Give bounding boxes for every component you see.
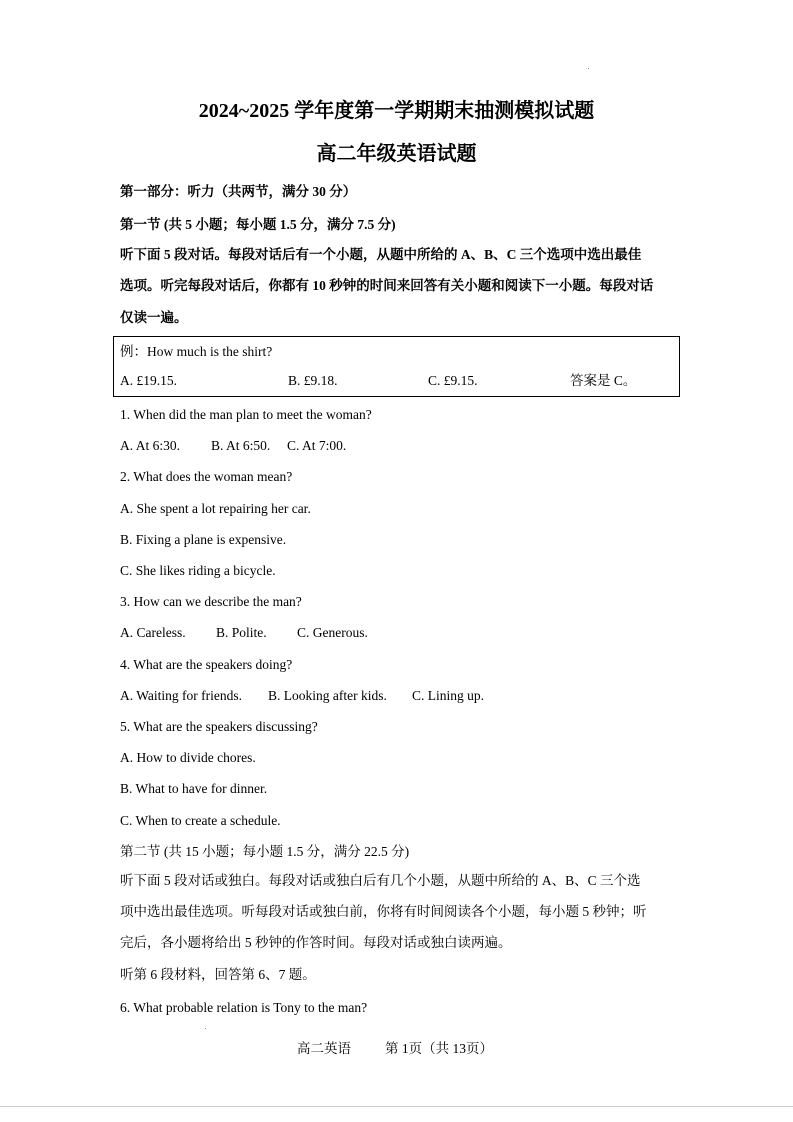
question-3-option-a: A. Careless. (120, 625, 186, 640)
scan-speck (205, 1028, 206, 1029)
question-4-option-b: B. Looking after kids. (268, 688, 387, 703)
question-2-option-b: B. Fixing a plane is expensive. (120, 532, 287, 547)
question-5-stem: 5. What are the speakers discussing? (120, 719, 318, 734)
question-3-option-b: B. Polite. (216, 625, 267, 640)
question-6-stem: 6. What probable relation is Tony to the man? (120, 1000, 368, 1015)
section2-instruction-line3: 完后，各小题将给出 5 秒钟的作答时间。每段对话或独白读两遍。 (120, 935, 512, 950)
footer-page-info: 第 1页（共 13页） (385, 1041, 493, 1056)
section1-instruction-line2: 选项。听完每段对话后，你都有 10 秒钟的时间来回答有关小题和阅读下一小题。每段对话 (120, 278, 654, 293)
question-5-option-a: A. How to divide chores. (120, 750, 256, 765)
section1-heading: 第一节 (共 5 小题；每小题 1.5 分，满分 7.5 分) (120, 217, 396, 232)
question-2-option-a: A. She spent a lot repairing her car. (120, 501, 311, 516)
material-note: 听第 6 段材料，回答第 6、7 题。 (120, 967, 316, 982)
question-1-option-c: C. At 7:00. (287, 438, 347, 453)
question-1-option-a: A. At 6:30. (120, 438, 181, 453)
question-5-option-c: C. When to create a schedule. (120, 813, 281, 828)
question-4-option-c: C. Lining up. (412, 688, 485, 703)
exam-title-line1: 2024~2025 学年度第一学期期末抽测模拟试题 (198, 100, 595, 122)
section2-heading: 第二节 (共 15 小题；每小题 1.5 分，满分 22.5 分) (120, 844, 410, 859)
example-question: 例：How much is the shirt? (120, 344, 273, 359)
scan-speck (588, 68, 589, 69)
question-4-option-a: A. Waiting for friends. (120, 688, 243, 703)
exam-title-line2: 高二年级英语试题 (316, 143, 477, 165)
example-option-b: B. £9.18. (288, 373, 338, 388)
question-4-stem: 4. What are the speakers doing? (120, 657, 293, 672)
question-2-option-c: C. She likes riding a bicycle. (120, 563, 276, 578)
page-bottom-edge (0, 1106, 793, 1107)
question-3-stem: 3. How can we describe the man? (120, 594, 302, 609)
example-option-a: A. £19.15. (120, 373, 177, 388)
question-2-stem: 2. What does the woman mean? (120, 469, 293, 484)
question-1-option-b: B. At 6:50. (211, 438, 271, 453)
footer-subject: 高二英语 (297, 1041, 351, 1056)
example-option-c: C. £9.15. (428, 373, 478, 388)
question-5-option-b: B. What to have for dinner. (120, 781, 268, 796)
section2-instruction-line2: 项中选出最佳选项。听每段对话或独白前，你将有时间阅读各个小题，每小题 5 秒钟；听 (120, 904, 647, 919)
question-1-stem: 1. When did the man plan to meet the woman? (120, 407, 372, 422)
section1-instruction-line1: 听下面 5 段对话。每段对话后有一个小题，从题中所给的 A、B、C 三个选项中选出最佳 (120, 247, 642, 262)
section1-instruction-line3: 仅读一遍。 (120, 310, 188, 325)
part1-heading: 第一部分：听力（共两节，满分 30 分） (120, 184, 357, 199)
question-3-option-c: C. Generous. (297, 625, 368, 640)
section2-instruction-line1: 听下面 5 段对话或独白。每段对话或独白后有几个小题，从题中所给的 A、B、C 三个选 (120, 873, 641, 888)
example-answer: 答案是 C。 (570, 373, 637, 388)
